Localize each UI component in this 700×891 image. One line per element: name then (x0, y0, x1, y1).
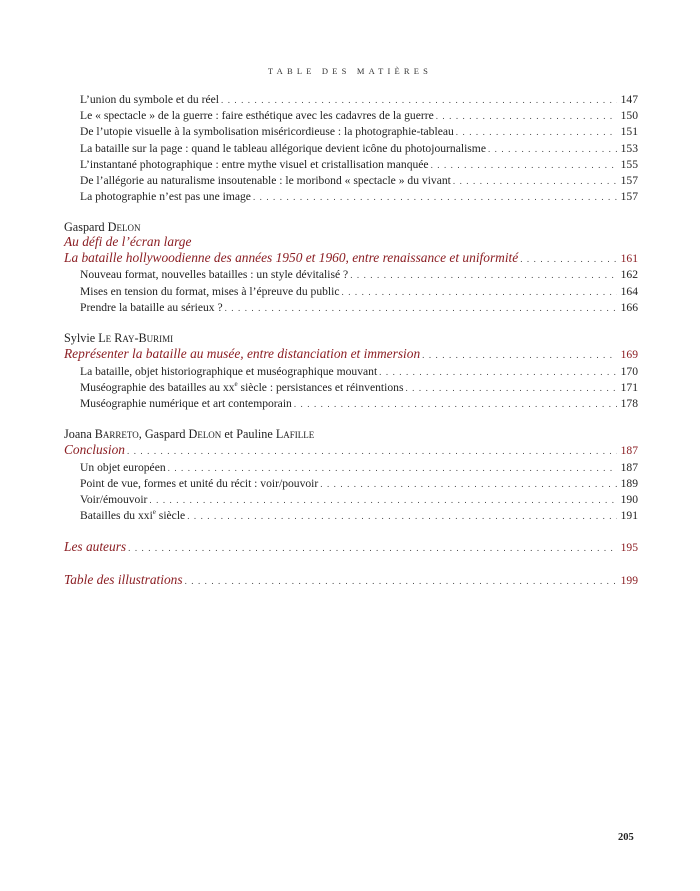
chapter-entry[interactable] (64, 346, 638, 364)
dot-leader (436, 109, 617, 124)
entry-page: 150 (620, 109, 638, 123)
entry-title: L’union du symbole et du réel (80, 93, 219, 106)
dot-leader (379, 365, 616, 380)
spacer (64, 316, 638, 331)
dot-leader (488, 142, 617, 157)
ordinal-superscript: e (234, 379, 238, 388)
author-last-name: Delon (188, 427, 222, 442)
entry-title: Nouveau format, nouvelles batailles : un style dévitalisé ? (80, 268, 349, 282)
entry-page: 157 (620, 174, 638, 188)
entry-page: 191 (620, 509, 638, 523)
toc-entry[interactable] (64, 492, 638, 508)
entry-page: 170 (620, 364, 638, 378)
separator: et (221, 427, 237, 442)
dot-leader (405, 381, 616, 396)
entry-page: 162 (620, 268, 638, 282)
century-numeral: xx (222, 380, 235, 394)
entry-title: La bataille sur la page : quand le tableau allégorique devient icône du photojournalisme (80, 141, 486, 155)
dot-leader (342, 285, 617, 300)
toc-entry[interactable] (64, 124, 638, 140)
author-last-name: Lafille (275, 427, 315, 442)
toc-entry[interactable] (64, 157, 638, 173)
entry-page: 147 (620, 93, 638, 106)
chapter-subtitle: Au défi de l’écran large (64, 234, 192, 250)
chapter-title: Table des illustrations (64, 571, 183, 587)
dot-leader (168, 461, 617, 476)
author-last-name: Delon (107, 220, 141, 235)
author-last-name: Le Ray-Burimi (98, 331, 174, 346)
dot-leader (431, 158, 617, 173)
entry-title: La bataille, objet historiographique et muséographique mouvant (80, 364, 378, 378)
entry-page: 190 (620, 493, 638, 507)
dot-leader (221, 93, 617, 108)
entry-page: 187 (620, 460, 638, 474)
entry-title: Un objet européen (80, 460, 166, 474)
dot-leader (520, 251, 616, 268)
chapter-authors (64, 427, 638, 442)
dot-leader (320, 477, 616, 492)
entry-title-start: Muséographie des batailles au (80, 380, 223, 394)
toc-entry[interactable] (64, 173, 638, 189)
dot-leader (127, 443, 617, 460)
century-numeral: xxi (137, 509, 153, 523)
chapter-entry[interactable] (64, 442, 638, 460)
chapter-author (64, 220, 638, 235)
entry-title: Point de vue, formes et unité du récit : voir/pouvoir (80, 476, 319, 490)
chapter-entry-illustrations[interactable] (64, 572, 638, 590)
entry-title: De l’allégorie au naturalisme insoutenable : le moribond « spectacle » du vivant (80, 174, 451, 188)
separator: , (138, 427, 145, 442)
spacer (64, 205, 638, 220)
entry-page: 151 (620, 125, 638, 139)
dot-leader (294, 397, 617, 412)
dot-leader (185, 573, 617, 590)
chapter-page: 161 (620, 251, 638, 265)
entry-page: 166 (620, 300, 638, 314)
entry-title-end: siècle (155, 509, 186, 523)
entry-page: 155 (620, 157, 638, 171)
dot-leader (187, 509, 616, 524)
toc-entry[interactable] (64, 364, 638, 380)
toc-entry[interactable] (64, 508, 638, 524)
toc-entry[interactable] (64, 267, 638, 283)
ordinal-superscript: e (152, 508, 156, 517)
author-first-name: Gaspard (144, 427, 186, 442)
entry-title: Le « spectacle » de la guerre : faire esthétique avec les cadavres de la guerre (80, 109, 434, 123)
dot-leader (225, 301, 617, 316)
toc-entry[interactable] (64, 108, 638, 124)
toc-entry[interactable] (64, 141, 638, 157)
entry-title (80, 508, 187, 523)
author-last-name: Barreto (94, 427, 139, 442)
chapter-title: La bataille hollywoodienne des années 1950 et 1960, entre renaissance et uniformité (64, 249, 519, 265)
chapter-entry[interactable] (64, 250, 638, 268)
dot-leader (149, 493, 616, 508)
entry-title: Voir/émouvoir (80, 493, 148, 507)
entry-page: 189 (620, 476, 638, 490)
page-number: 205 (618, 832, 634, 843)
table-of-contents (64, 92, 638, 589)
dot-leader (128, 540, 616, 557)
entry-page: 171 (620, 380, 638, 394)
toc-entry[interactable] (64, 189, 638, 205)
toc-entry[interactable] (64, 460, 638, 476)
dot-leader (456, 125, 617, 140)
entry-title: Prendre la bataille au sérieux ? (80, 300, 223, 314)
toc-entry[interactable] (64, 284, 638, 300)
entry-title: La photographie n’est pas une image (80, 190, 251, 204)
entry-page: 153 (620, 141, 638, 155)
chapter-title: Les auteurs (64, 539, 127, 555)
chapter-page: 195 (620, 541, 638, 555)
entry-title (80, 380, 405, 395)
entry-title: Muséographie numérique et art contemporain (80, 396, 292, 410)
chapter-page: 169 (620, 348, 638, 362)
author-first-name: Pauline (236, 427, 273, 442)
entry-title-end: siècle : persistances et réinventions (237, 380, 404, 394)
entry-title: Mises en tension du format, mises à l’épreuve du public (80, 284, 340, 298)
chapter-entry-authors[interactable] (64, 539, 638, 557)
dot-leader (350, 268, 616, 283)
chapter-page: 199 (620, 573, 638, 587)
chapter-author (64, 331, 638, 346)
toc-entry[interactable] (64, 396, 638, 412)
spacer (64, 412, 638, 427)
author-first-name: Joana (64, 427, 92, 442)
toc-entry[interactable] (64, 476, 638, 492)
dot-leader (253, 190, 617, 205)
author-first-name: Sylvie (64, 331, 96, 346)
author-first-name: Gaspard (64, 220, 105, 235)
spacer (64, 524, 638, 539)
entry-page: 157 (620, 190, 638, 204)
entry-page: 178 (620, 396, 638, 410)
entry-title: L’instantané photographique : entre mythe visuel et cristallisation manquée (80, 157, 429, 171)
entry-page: 164 (620, 284, 638, 298)
toc-entry[interactable] (64, 300, 638, 316)
dot-leader (422, 347, 616, 364)
running-head: TABLE DES MATIÈRES (267, 66, 433, 76)
chapter-title: Représenter la bataille au musée, entre distanciation et immersion (64, 346, 421, 362)
toc-entry[interactable] (64, 380, 638, 396)
spacer (64, 557, 638, 572)
entry-title: De l’utopie visuelle à la symbolisation miséricordieuse : la photographie-tableau (80, 125, 454, 139)
entry-title-start: Batailles du (80, 509, 138, 523)
chapter-title: Conclusion (64, 442, 126, 458)
toc-entry[interactable] (64, 92, 638, 108)
dot-leader (453, 174, 617, 189)
chapter-page: 187 (620, 444, 638, 458)
